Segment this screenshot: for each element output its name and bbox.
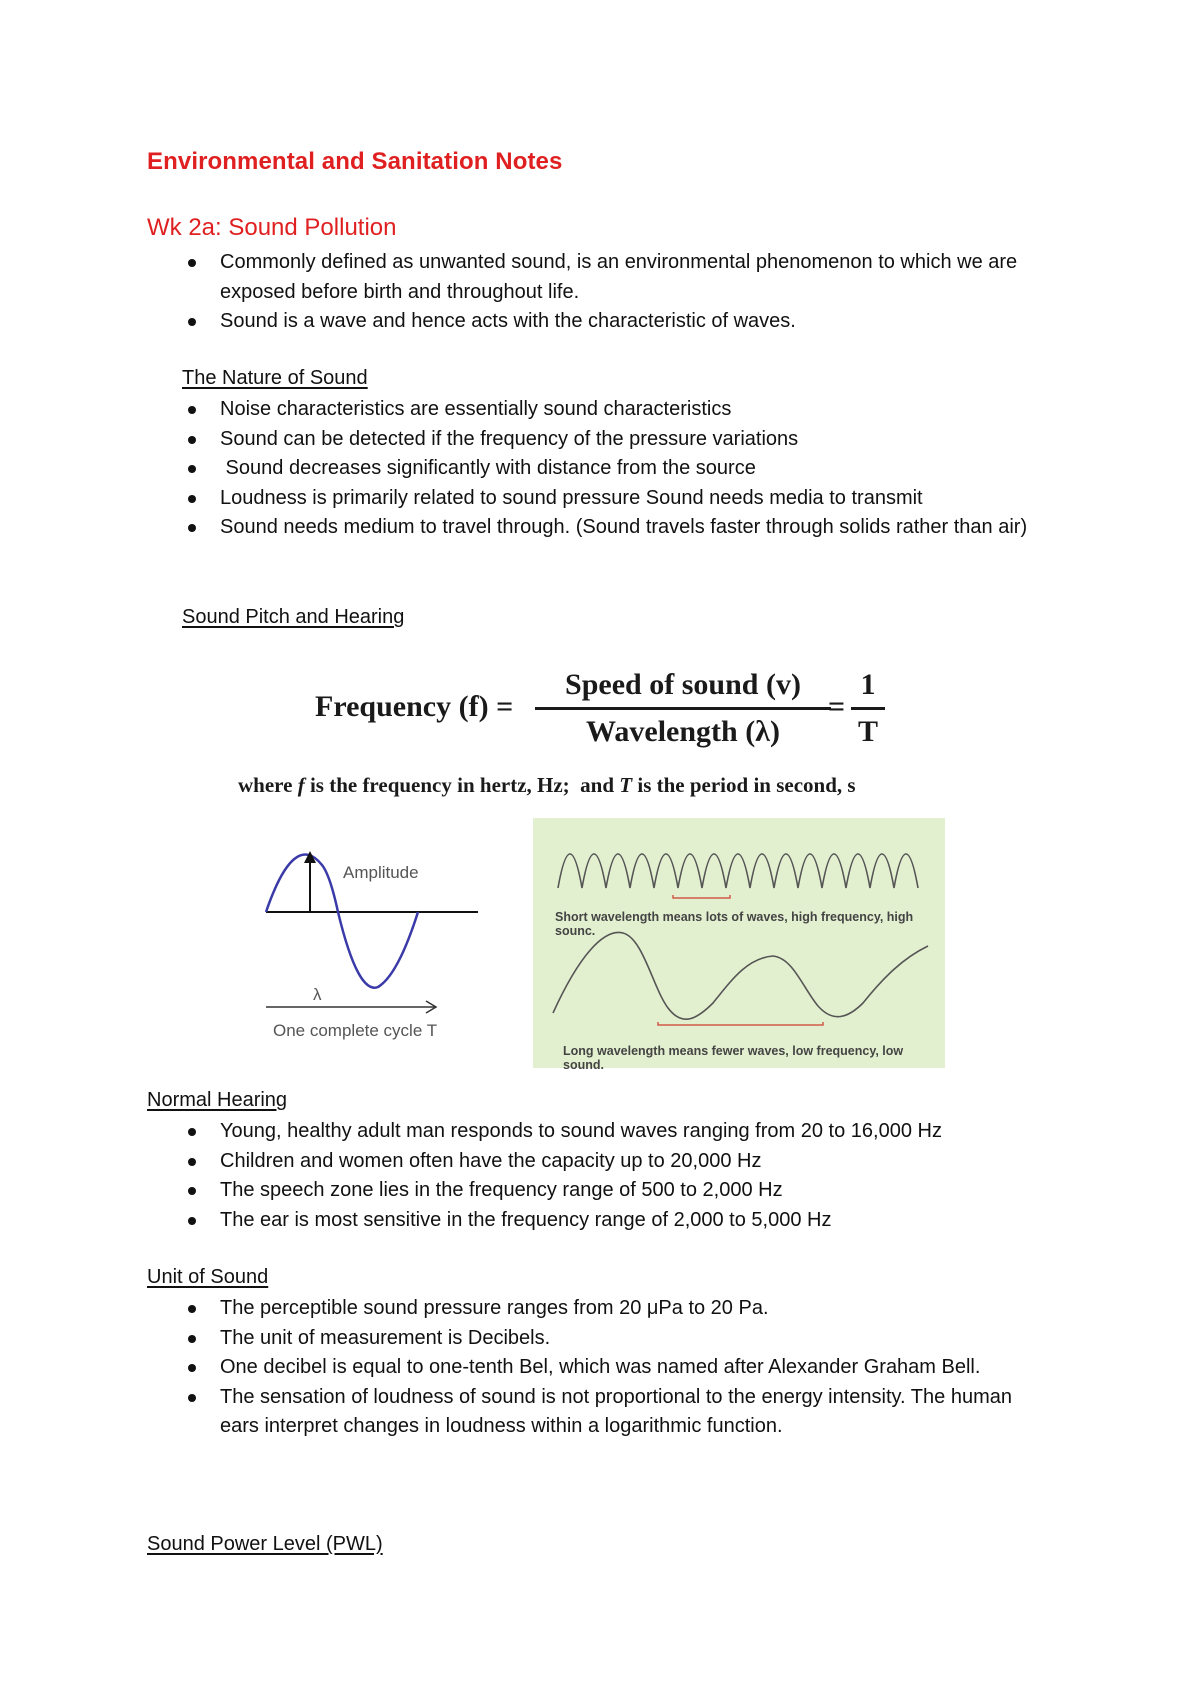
intro-section bbox=[0, 248, 1040, 337]
unit-section bbox=[0, 1294, 1040, 1442]
short-wave bbox=[558, 854, 918, 888]
document-title: Environmental and Sanitation Notes bbox=[147, 148, 563, 175]
list-item: One decibel is equal to one-tenth Bel, which was named after Alexander Graham Bell. bbox=[0, 1353, 1040, 1383]
bullet-icon bbox=[188, 495, 196, 503]
bullet-icon bbox=[188, 465, 196, 473]
formula-numerator: Speed of sound (v) bbox=[565, 668, 801, 701]
wavelength-comparison-figure bbox=[533, 818, 945, 1072]
bullet-icon bbox=[188, 1128, 196, 1136]
bullet-icon bbox=[188, 1187, 196, 1195]
nature-section bbox=[0, 395, 1040, 543]
long-wave bbox=[553, 932, 928, 1019]
long-wavelength-caption: Long wavelength means fewer waves, low frequency, low sound. bbox=[563, 1044, 904, 1072]
list-item: Young, healthy adult man responds to sound waves ranging from 20 to 16,000 Hz bbox=[0, 1117, 1040, 1147]
list-item: The unit of measurement is Decibels. bbox=[0, 1324, 1040, 1354]
amplitude-wave-diagram bbox=[258, 835, 488, 1050]
bullet-icon bbox=[188, 1335, 196, 1343]
bullet-icon bbox=[188, 524, 196, 532]
bullet-icon bbox=[188, 1364, 196, 1372]
nature-heading: The Nature of Sound bbox=[182, 367, 368, 389]
normal-hearing-heading: Normal Hearing bbox=[147, 1089, 288, 1111]
fraction-bar bbox=[535, 707, 831, 710]
bullet-icon bbox=[188, 1158, 196, 1166]
list-item: Commonly defined as unwanted sound, is an environmental phenomenon to which we are exposed before birth and throughout life. bbox=[0, 248, 1040, 307]
cycle-label: One complete cycle T bbox=[273, 1021, 438, 1040]
fraction-bar bbox=[851, 707, 885, 710]
list-item: The ear is most sensitive in the frequency range of 2,000 to 5,000 Hz bbox=[0, 1206, 1040, 1236]
bullet-icon bbox=[188, 1394, 196, 1402]
pwl-heading: Sound Power Level (PWL) bbox=[147, 1533, 383, 1555]
list-item: The speech zone lies in the frequency range of 500 to 2,000 Hz bbox=[0, 1176, 1040, 1206]
long-wavelength-bracket bbox=[658, 1022, 823, 1025]
formula-lhs: Frequency (f) = bbox=[315, 690, 514, 723]
list-item: Sound can be detected if the frequency of the pressure variations bbox=[0, 425, 1040, 455]
formula-fraction-period bbox=[851, 665, 885, 752]
bullet-icon bbox=[188, 1217, 196, 1225]
bullet-icon bbox=[188, 406, 196, 414]
bullet-icon bbox=[188, 1305, 196, 1313]
formula-fraction bbox=[535, 665, 831, 752]
lambda-label: λ bbox=[313, 985, 322, 1004]
formula-denominator: Wavelength (λ) bbox=[586, 715, 780, 748]
pitch-heading: Sound Pitch and Hearing bbox=[182, 606, 405, 628]
bullet-icon bbox=[188, 259, 196, 267]
list-item: Loudness is primarily related to sound pressure Sound needs media to transmit bbox=[0, 484, 1040, 514]
normal-hearing-list bbox=[0, 1117, 1040, 1235]
bullet-icon bbox=[188, 318, 196, 326]
list-item: Sound decreases significantly with distance from the source bbox=[0, 454, 1040, 484]
list-item: Sound is a wave and hence acts with the characteristic of waves. bbox=[0, 307, 1040, 337]
frequency-formula bbox=[315, 665, 915, 748]
week-heading: Wk 2a: Sound Pollution bbox=[147, 214, 397, 241]
list-item: Children and women often have the capacity up to 20,000 Hz bbox=[0, 1147, 1040, 1177]
list-item: Noise characteristics are essentially sound characteristics bbox=[0, 395, 1040, 425]
nature-list bbox=[0, 395, 1040, 543]
short-wavelength-caption: Short wavelength means lots of waves, high frequency, high sounc. bbox=[555, 910, 914, 938]
normal-hearing-section bbox=[0, 1117, 1040, 1235]
list-item: The sensation of loudness of sound is not proportional to the energy intensity. The human ears interpret changes in loudness within a logarithmic function. bbox=[0, 1383, 1040, 1442]
unit-heading: Unit of Sound bbox=[147, 1266, 269, 1288]
unit-list bbox=[0, 1294, 1040, 1442]
formula-equals: = bbox=[828, 690, 846, 723]
short-wavelength-bracket bbox=[673, 895, 730, 898]
intro-list bbox=[0, 248, 1040, 337]
amplitude-label: Amplitude bbox=[343, 863, 419, 882]
formula-den-t: T bbox=[857, 715, 878, 748]
list-item: The perceptible sound pressure ranges from 20 μPa to 20 Pa. bbox=[0, 1294, 1040, 1324]
formula-note: where f is the frequency in hertz, Hz; and T is the period in second, s bbox=[238, 773, 856, 797]
bullet-icon bbox=[188, 436, 196, 444]
wavelength-waves bbox=[533, 818, 945, 1068]
formula-num-one: 1 bbox=[860, 668, 876, 701]
list-item: Sound needs medium to travel through. (Sound travels faster through solids rather than air) bbox=[0, 513, 1040, 543]
